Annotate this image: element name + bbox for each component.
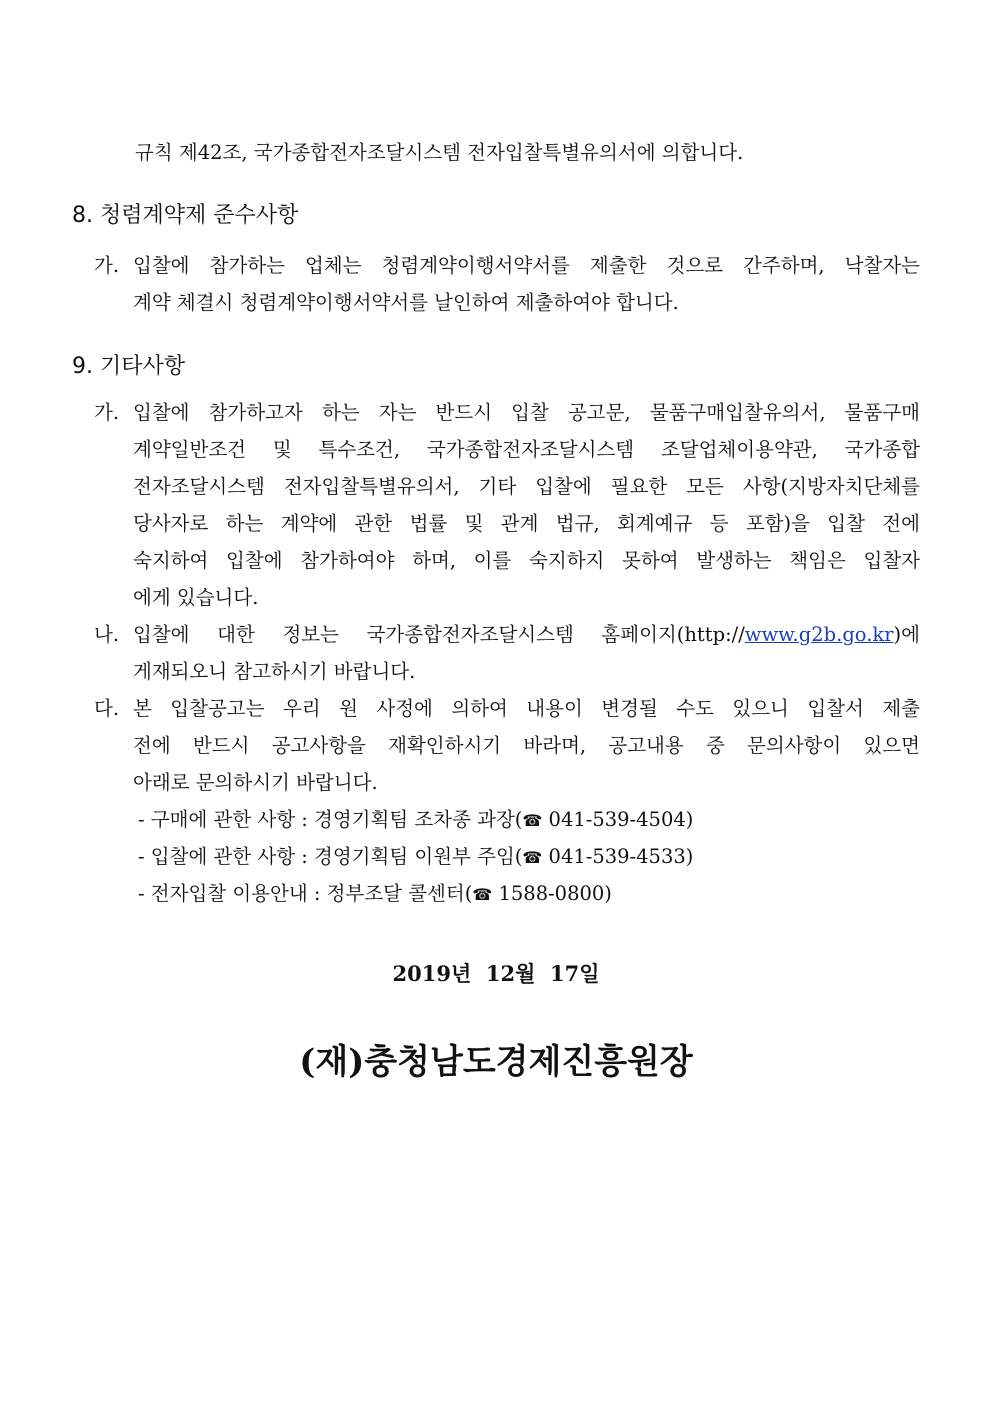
section-8-item-line-2: 계약 체결시 청렴계약이행서약서를 날인하여 제출하여야 합니다.	[133, 291, 679, 314]
section-9-item-na-text-after: )에	[893, 623, 920, 646]
section-9-heading: 9. 기타사항	[72, 354, 185, 379]
contact-bidding-phone: 041-539-4533)	[548, 845, 694, 868]
section-9-item-da-line-3: 아래로 문의하시기 바랍니다.	[133, 771, 378, 794]
section-9-item-da-marker: 다.	[94, 697, 120, 720]
issuing-organization: (재)충청남도경제진흥원장	[299, 1042, 693, 1082]
contact-purchase-label: - 구매에 관한 사항 : 경영기획팀 조차종 과장(	[138, 808, 523, 831]
intro-line: 규칙 제42조, 국가종합전자조달시스템 전자입찰특별유의서에 의합니다.	[135, 141, 744, 164]
section-9-item-da-line-2: 전에 반드시 공고사항을 재확인하시기 바라며, 공고내용 중 문의사항이 있으면	[133, 734, 920, 757]
section-8-item-marker: 가.	[94, 254, 120, 277]
contact-purchase-phone: 041-539-4504)	[548, 808, 694, 831]
telephone-icon: ☎	[522, 848, 543, 867]
announcement-date: 2019년 12월 17일	[392, 961, 600, 986]
section-9-item-ga-marker: 가.	[94, 401, 120, 424]
g2b-link[interactable]: www.g2b.go.kr	[744, 623, 894, 646]
contact-purchase	[138, 808, 693, 833]
contact-ebid-guide-label: - 전자입찰 이용안내 : 정부조달 콜센터(	[138, 882, 473, 905]
section-9-item-ga-line-1: 입찰에 참가하고자 하는 자는 반드시 입찰 공고문, 물품구매입찰유의서, 물품구매	[133, 401, 920, 424]
section-9-item-ga-line-4: 당사자로 하는 계약에 관한 법률 및 관계 법규, 회계예규 등 포함)을 입찰 전에	[133, 512, 920, 535]
telephone-icon: ☎	[522, 811, 543, 830]
contact-bidding	[138, 845, 693, 870]
section-9-item-ga-line-2: 계약일반조건 및 특수조건, 국가종합전자조달시스템 조달업체이용약관, 국가종합	[133, 438, 920, 461]
contact-ebid-guide	[138, 882, 612, 907]
section-9-item-na-text-before: 입찰에 대한 정보는 국가종합전자조달시스템 홈페이지(http://	[133, 623, 745, 646]
telephone-icon: ☎	[472, 885, 493, 904]
section-9-item-na-line-2: 게재되오니 참고하시기 바랍니다.	[133, 660, 416, 683]
section-9-item-na-marker: 나.	[94, 623, 120, 646]
section-9-item-ga-line-5: 숙지하여 입찰에 참가하여야 하며, 이를 숙지하지 못하여 발생하는 책임은 입찰자	[133, 549, 920, 572]
contact-ebid-guide-phone: 1588-0800)	[498, 882, 612, 905]
section-9-item-da-line-1: 본 입찰공고는 우리 원 사정에 의하여 내용이 변경될 수도 있으니 입찰서 제출	[133, 697, 920, 720]
section-9-item-ga-line-6: 에게 있습니다.	[133, 586, 259, 609]
section-8-heading: 8. 청렴계약제 준수사항	[72, 203, 299, 228]
contact-bidding-label: - 입찰에 관한 사항 : 경영기획팀 이원부 주임(	[138, 845, 523, 868]
section-9-item-ga-line-3: 전자조달시스템 전자입찰특별유의서, 기타 입찰에 필요한 모든 사항(지방자치단체를	[133, 475, 920, 498]
section-8-item-line-1: 입찰에 참가하는 업체는 청렴계약이행서약서를 제출한 것으로 간주하며, 낙찰자는	[133, 254, 920, 277]
section-9-item-na-line-1	[133, 623, 920, 647]
